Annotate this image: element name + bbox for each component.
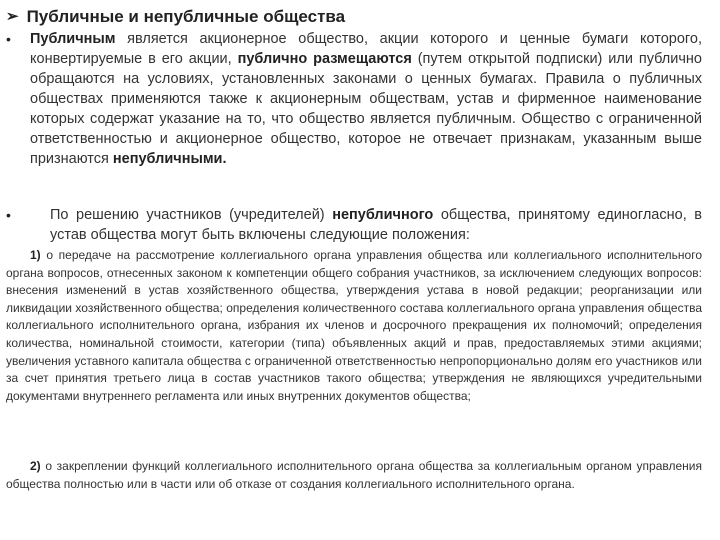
text-segment: является акционерное общество, акции которого и ценные бумаги которого, конвертируемые в его акции, bbox=[30, 31, 702, 67]
bullet-public bbox=[6, 29, 702, 169]
slide-title: Публичные и непубличные общества bbox=[26, 7, 346, 26]
item-text: о закреплении функций коллегиального исполнительного органа общества за коллегиальным органом управления общества полностью или в части или об отказе от создания коллегиального исполнительного органа. bbox=[6, 459, 702, 491]
text-segment: По решению участников (учредителей) bbox=[50, 207, 333, 223]
bold-term-public: Публичным bbox=[30, 31, 116, 47]
bullet-public-text bbox=[30, 29, 702, 169]
slide-title-row bbox=[6, 6, 710, 28]
provision-item-1 bbox=[6, 247, 702, 405]
bold-term-nonpublic-company: непубличного bbox=[332, 207, 434, 223]
bullet-nonpublic bbox=[6, 205, 702, 245]
bullet-dot-icon: • bbox=[6, 207, 11, 223]
item-text: о передаче на рассмотрение коллегиального органа управления общества или коллегиального исполнительного органа вопросов, отнесенных законом к компетенции общего собрания участников, за исключением следующих вопросов: внесения изменений в устав хозяйственного общества, утверждения устава в новой редакции; реорганизации или ликвидации хозяйственного общества; определения количественного состава коллегиального органа управления общества коллегиального исполнительного органа, избрания их членов и досрочного прекращения их полномочий; определения количества, номинальной стоимости, категории (типа) объявленных акций и прав, предоставляемых этими акциями; увеличения уставного капитала общества с ограниченной ответственностью непропорционально долям его участников или за счет принятия третьего лица в состав участников такого общества; утверждения не являющихся учредительными документами внутреннего регламента или иных внутренних документов общества; bbox=[6, 248, 702, 403]
item-number: 2) bbox=[30, 459, 41, 473]
text-segment: (путем открытой подписки) или публично обращаются на условиях, установленных законами о ценных бумагах. Правила о публичных обществах применяются также к акционерным обществам, устав и фирменное наименование которых содержат указание на то, что общество является публичным. Общество с ограниченной ответственностью и акционерное общество, которое не отвечает признакам, указанным выше признаются bbox=[30, 51, 702, 167]
bold-term-placement: публично размещаются bbox=[237, 51, 412, 67]
arrow-icon: ➢ bbox=[6, 8, 19, 25]
text-segment: общества, принятому единогласно, в устав общества могут быть включены следующие положения: bbox=[50, 207, 702, 243]
provision-item-2 bbox=[6, 458, 702, 493]
bold-term-nonpublic: непубличными. bbox=[112, 151, 227, 167]
bullet-nonpublic-text bbox=[30, 205, 702, 245]
item-number: 1) bbox=[30, 248, 41, 262]
bullet-dot-icon: • bbox=[6, 31, 11, 47]
